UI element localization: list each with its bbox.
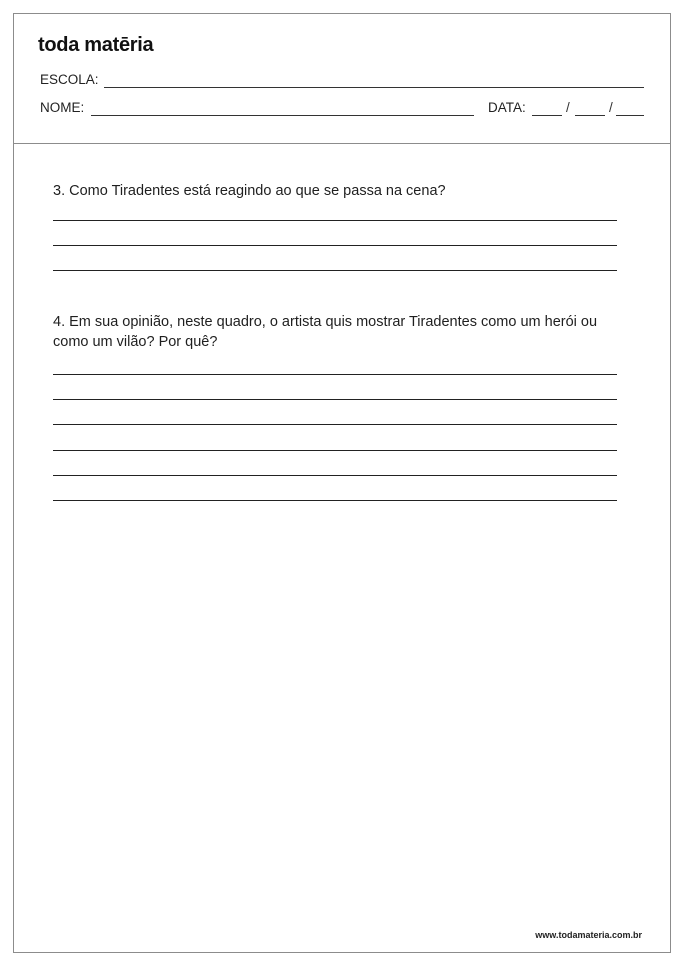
answer-line[interactable]	[53, 475, 617, 476]
escola-line[interactable]	[104, 87, 644, 88]
question-3: 3. Como Tiradentes está reagindo ao que se passa na cena?	[53, 183, 446, 199]
brand-logo: toda matēria	[38, 34, 154, 56]
answer-line[interactable]	[53, 424, 617, 425]
nome-label: NOME:	[40, 100, 85, 115]
question-4: 4. Em sua opinião, neste quadro, o artista quis mostrar Tiradentes como um herói ou como um vilão? Por quê?	[53, 314, 598, 350]
worksheet-page	[13, 13, 671, 953]
answer-line[interactable]	[53, 399, 617, 400]
worksheet-header	[14, 14, 670, 144]
date-field	[488, 100, 644, 120]
escola-field	[40, 72, 644, 92]
date-year-line[interactable]	[616, 115, 644, 116]
footer-url[interactable]: www.todamateria.com.br	[535, 930, 642, 940]
answer-line[interactable]	[53, 270, 617, 271]
answer-line[interactable]	[53, 450, 617, 451]
escola-label: ESCOLA:	[40, 72, 99, 87]
date-separator: /	[609, 100, 613, 115]
answer-line[interactable]	[53, 245, 617, 246]
questions-area	[14, 144, 670, 952]
answer-line[interactable]	[53, 500, 617, 501]
date-month-line[interactable]	[575, 115, 605, 116]
date-day-line[interactable]	[532, 115, 562, 116]
answer-line[interactable]	[53, 374, 617, 375]
nome-field	[40, 100, 644, 120]
date-separator: /	[566, 100, 570, 115]
answer-line[interactable]	[53, 220, 617, 221]
nome-line[interactable]	[91, 115, 474, 116]
data-label: DATA:	[488, 100, 526, 115]
